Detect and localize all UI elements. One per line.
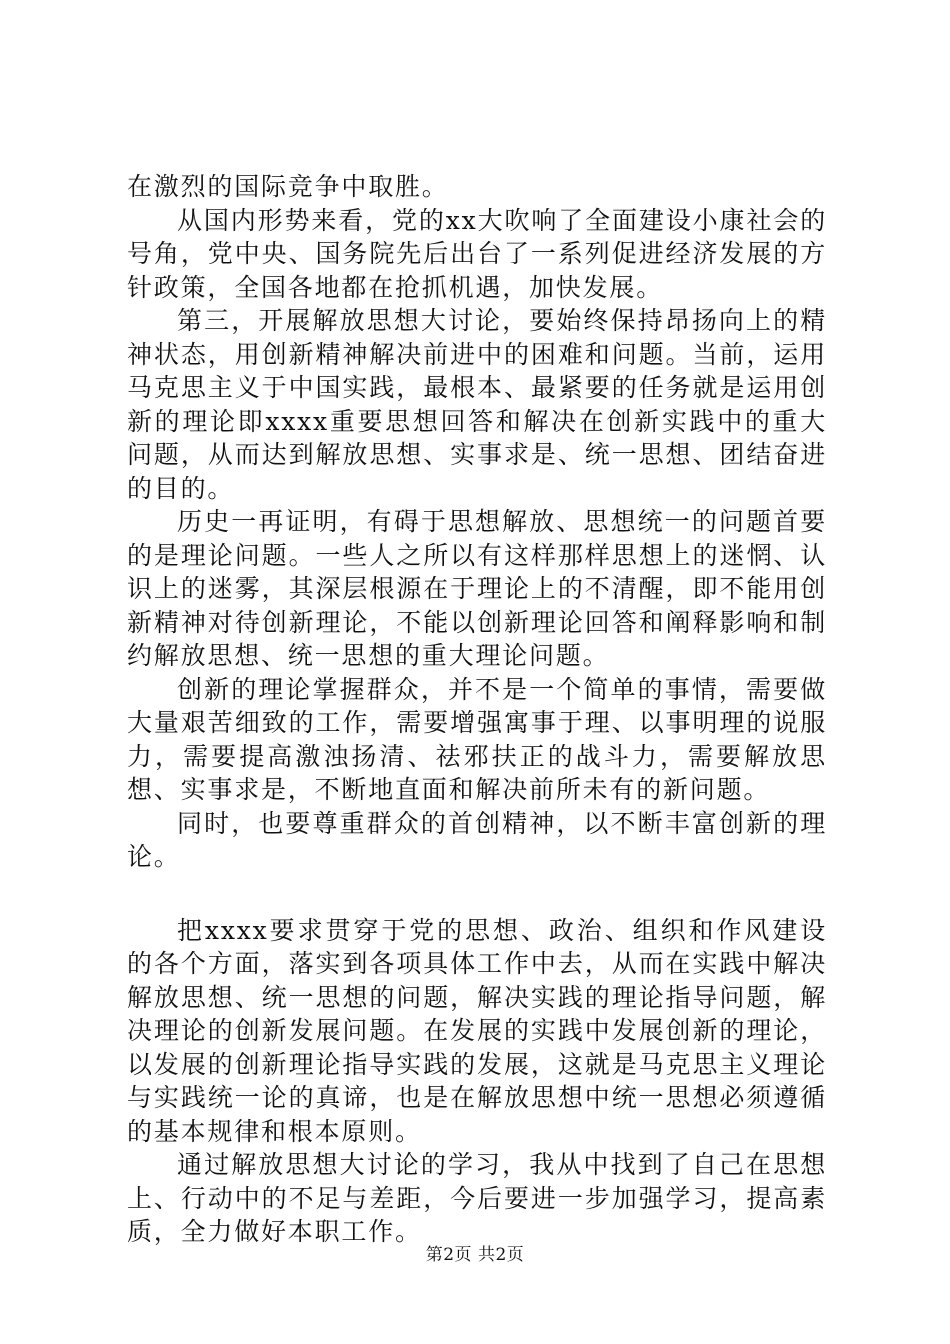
page-footer: 第2页 共2页 bbox=[425, 1245, 525, 1265]
paragraph-conclusion: 通过解放思想大讨论的学习，我从中找到了自己在思想上、行动中的不足与差距，今后要进一步加强学习，提高素质，全力做好本职工作。 bbox=[127, 1150, 827, 1246]
paragraph-history-proves: 历史一再证明，有碍于思想解放、思想统一的问题首要的是理论问题。一些人之所以有这样那样思想上的迷惘、认识上的迷雾，其深层根源在于理论上的不清醒，即不能用创新精神对待创新理论，不能以创新理论回答和阐释影响和制约解放思想、统一思想的重大理论问题。 bbox=[127, 507, 827, 670]
paragraph-domestic-situation: 从国内形势来看，党的xx大吹响了全面建设小康社会的号角，党中央、国务院先后出台了一系列促进经济发展的方针政策，全国各地都在抢抓机遇，加快发展。 bbox=[127, 205, 827, 302]
document-body bbox=[127, 170, 827, 1249]
paragraph-continuation: 在激烈的国际竞争中取胜。 bbox=[127, 172, 449, 201]
paragraph-requirements: 把xxxx要求贯穿于党的思想、政治、组织和作风建设的各个方面，落实到各项具体工作中去，从而在实践中解决解放思想、统一思想的问题，解决实践的理论指导问题，解决理论的创新发展问题。在发展的实践中发展创新的理论，以发展的创新理论指导实践的发展，这就是马克思主义理论与实践统一论的真谛，也是在解放思想中统一思想必须遵循的基本规律和根本原则。 bbox=[127, 915, 827, 1146]
paragraph-respect-masses: 同时，也要尊重群众的首创精神，以不断丰富创新的理论。 bbox=[127, 808, 827, 871]
paragraph-third-point: 第三，开展解放思想大讨论，要始终保持昂扬向上的精神状态，用创新精神解决前进中的困难和问题。当前，运用马克思主义于中国实践，最根本、最紧要的任务就是运用创新的理论即xxxx重要思想回答和解决在创新实践中的重大问题，从而达到解放思想、实事求是、统一思想、团结奋进的目的。 bbox=[127, 306, 827, 503]
paragraph-innovative-theory: 创新的理论掌握群众，并不是一个简单的事情，需要做大量艰苦细致的工作，需要增强寓事于理、以事明理的说服力，需要提高激浊扬清、祛邪扶正的战斗力，需要解放思想、实事求是，不断地直面和解决前所未有的新问题。 bbox=[127, 674, 827, 804]
